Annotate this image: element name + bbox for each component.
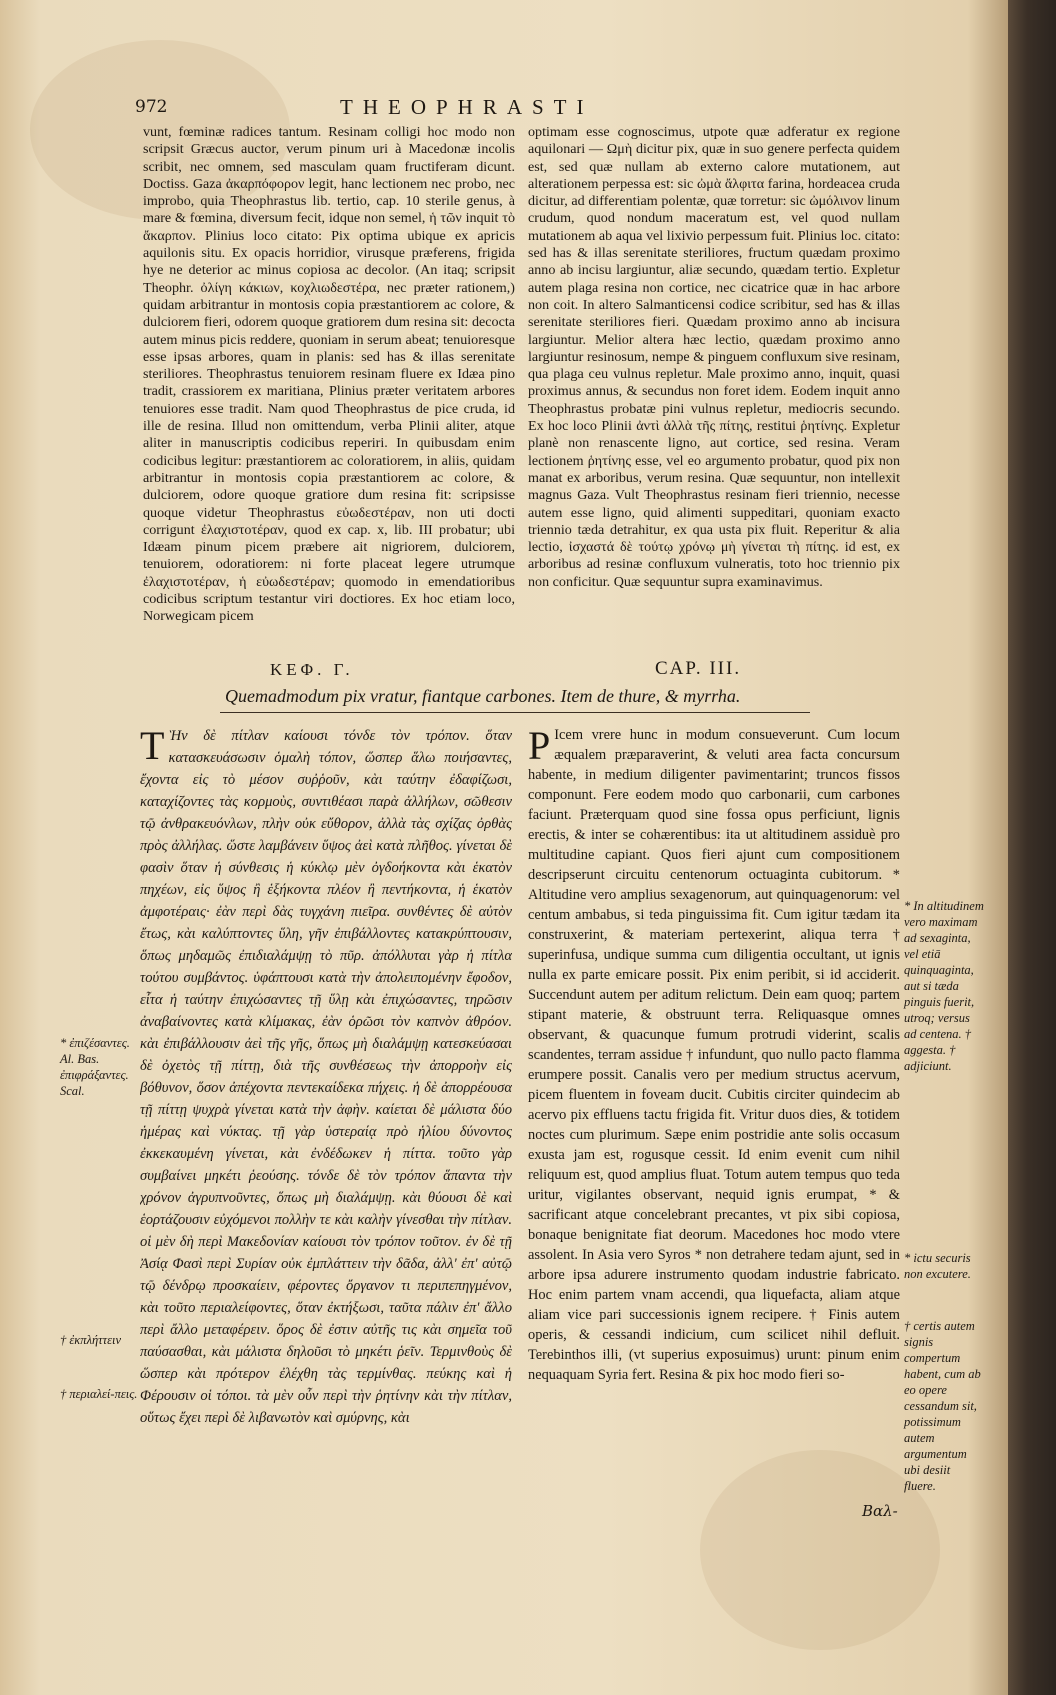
running-head: THEOPHRASTI <box>340 95 594 119</box>
margin-note-left: † περιαλεί-πεις. <box>60 1387 138 1401</box>
latin-text-column <box>528 725 900 1507</box>
page-header <box>135 95 975 125</box>
commentary-right-column: optimam esse cognoscimus, utpote quæ adferatur ex regione aquilonari — Ωμὴ dicitur pix, quæ in suo genere perfecta quidem est, sed quæ nullam ab externo calore mutationem, aut alterationem perpessa est: sic ὠμὰ ἄλφιτα farina, hordeacea cruda dicitur, ad differentiam polentæ, quæ torretur: sic ὠμόλινον linum crudum, quod nondum maceratum est, vel quod nullam mutationem ab aqua vel lixivio perpessum fuit. Plinius loc. citato: sed has & illas serenitate steriliores, fructum quædam proximo anno ab incisu largiuntur, aliæ secundo, quædam tertio. Expletur autem plaga resina non cortice, nec cicatrice quæ in hac arbore non coit. In altero Salmanticensi codice scribitur, sed has & illas serenitate steriliores fieri. Quædam proximo anno ab incisura largiuntur. Melior altera hæc lectio, quædam proximo anno largiuntur resinosum, nempe & pinguem confluxum sive resinam, qua plaga ceu vulnus repletur. Male proximo anno, inquit, quasi proximus annus, & secundus non foret idem. Eodem inquit anno Theophrastus probatæ pini vulnus repletur, mediocris secundo. Ex hoc loco Plinii ἀντὶ ἀλλὰ τῆς πίτης, restitui ῥητίνης. Expletur planè non renascente ligno, aut cortice, sed resina. Veram lectionem ῥητίνης esse, vel eo argumento probatur, quod pix non manat ex arboribus, verum resina. Quæ sequuntur, non intellexit magnus Gaza. Vult Theophrastus resinam fieri triennio, necesse autem esse ligno, quid alimenti suppeditari, quoniam exacto triennio tæda detrahitur, ex qua usta pix fluit. Reperitur & alia lectio, ἰσχαστά δὲ τούτῳ χρόνῳ μὴ γίνεται τὴ πίτης. id est, ex arboribus ad resinæ confluxum vulneratis, toto hoc triennio pix non conficitur. Quæ sequuntur supra examinavimus. <box>528 124 900 590</box>
margin-note-right: † certis autem signis compertum habent, cum ab eo opere cessandum sit, potissimum autem argumentum ubi desiit fluere. <box>904 1319 981 1493</box>
title-rule <box>220 712 810 713</box>
chapter-heading-latin: CAP. III. <box>655 658 742 679</box>
commentary-left-column: vunt, fœminæ radices tantum. Resinam colligi hoc modo non scripsit Græcus auctor, verum pinum uri à Macedonæ incolis scribit, nec omnem, sed masculam quam fructiferam dicunt. Doctiss. Gaza ἀκαρπόφορον legit, hanc lectionem nec probo, nec improbo, quia Theophrastus lib. tertio, cap. 10 sterile genus, à mare & fœmina, diversum fecit, idque non semel, ἡ τῶν inquit τὸ ἄκαρπον. Plinius loco citato: Pix optima ubique ex apricis aquilonis situ. Ex opacis horridior, virusque præferens, frigida hye ne deterior ac minus copiosa ac decolor. (An itaq; scripsit Theophr. ὀλίγη κάκιων, κοχλιωδεστέρα, nec præter rationem,) quidam arbitrantur in montosis copia præstantiorem ac colore, & dulciorem fieri, odorem quoque gratiorem dum resina sit: decocta autem minus picis reddere, quoniam in serum abeat; tenuioresque esse ipsas arbores, quam in planis: sed has & illas serenitate steriliores. Theophrastus tenuiorem resinam fluere ex Idæa pino tradit, crassiorem ex maritiana, Plinius præter veritatem arbores tenuiores esse tradit. Nam quod Theophrastus de pice cruda, id ille de resina. Illud non omittendum, verba Plinii aliter, atque aliter in manuscriptis codicibus reperiri. In quibusdam enim codicibus legitur: præstantiorem ac coloratiorem, in aliis, quidam arbitrantur in montosis copia præstantiorem ac colore, & dulciorem, odore quoque gratiore dum resina fit: scripsisse quoque videtur Theophrastus εὐωδεστέραν, non uti docti corrigunt ἐλαχιστοτέραν, quod ex cap. x, lib. III probatur; ubi Idæam pinum picem præbere ait nigriorem, dulciorem, tenuiorem, odoratiorem: ni forte placeat legere utrumque ἐλαχιστοτέραν, ἡ εὐωδεστέραν; quomodo in emendatioribus codicibus scriptum testantur viri doctiores. Ex hoc etiam loco, Norwegicam picem <box>143 124 515 625</box>
margin-note-left: * ἐπιζέσαντες. Al. Bas. ἐπιφράξαντες. Scal. <box>60 1036 130 1098</box>
margin-note-left: † ἐκπλήττειν <box>60 1333 122 1347</box>
chapter-title: Quemadmodum pix vratur, fiantque carbones. Item de thure, & myrrha. <box>225 686 741 706</box>
latin-dropcap: P <box>528 725 551 768</box>
margin-note-right: * In altitudinem vero maximam ad sexaginta, vel etiā quinquaginta, aut si tæda pinguis fuerit, utroq; versus ad centena. † aggesta. † adjiciunt. <box>904 899 984 1073</box>
greek-text-body: Ὴν δὲ πίτλαν καίουσι τόνδε τὸν τρόπον. ὅταν κατασκευάσωσιν ὁμαλὴ τόπον, ὥσπερ ἅλω ποιήσαντες, ἔχοντα εἰς τὸ μέσον συῤῥοῦν, κὰι ταύτην ἐδαφίζωσι, καταχίζοντες τὰς κορμοὺς, συντιθέασι παρὰ ἀλλήλων, σῶθεσιν τῷ ἀνθρακευόνλων, πλὴν οὐκ εὔθορον, ἀλλὰ τὰς σχίζας ὀρθὰς πρὸς ἀλλήλας. ὥστε λαμβάνειν ὕψος ἀεὶ κατὰ πλῆθος. γίνεται δὲ φασὶν ὅταν ἡ σύνθεσις ἡ κύκλῳ μὲν ὀγδοήκοντα κὰι ἑκατὸν πηχέων, εἰς ὕψος ἢ ἑξήκοντα πλέον ἢ πεντήκοντα, ἡ ἑκατὸν ἀμφοτέραις· ἐὰν περὶ δὰς τυγχάνη πιεῖρα. συνθέντες δὲ αὐτὸν ἔτως, κὰι καλύπτοντες ὕλη, γῆν ἐπιβάλλοντες κατακρύπτουσιν, ὅπως μηδαμῶς ἐπιδιαλάμψῃ τὸ πῦρ. ἀπόλλυται γὰρ ἡ πίτλα τούτου συμβάντος. ὑφάπτουσι κατὰ τὴν ἀπολειπομένην ἔφοδον, εἶτα ἡ ταύτην ἐπιχώσαντες τῇ ὕλῃ κὰι ἐπιχώσαντες, τηρῶσιν ἀναβαίνοντες κατὰ κλίμακας, ἐὰν ὁρῶσι τὸν καπνὸν ἀθρόον. κὰι ἐπιβάλλουσιν ἀεὶ τῆς γῆς, ὅπως μὴ διαλάμψῃ κατεσκεύασαι δὲ ὀχετὸς τῇ πίττῃ, διὰ τῆς συνθέσεως τὴν ἀπορροὴν εἰς βόθυνον, ὅσον ἀπέχοντα πεντεκαίδεκα πήχεις. ἡ δὲ ἀπορρέουσα τῇ πίττῃ ψυχρὰ γίνεται κατὰ τὴν ἀφὴν. καίεται δὲ μάλιστα δύο ἡμέρας καὶ νύκτας. τῇ γὰρ ὑστεραίᾳ πρὸ ἡλίου δύνοντος ἐκκεκαυμένη γίνεται, κὰι ἐνδέδωκεν ἡ πίττα. τοῦτο γὰρ συμβαίνει μηκέτι ῥεούσης. τόνδε δὲ τὸν τρόπον ἅπαντα τὴν χρόνον ἀγρυπνοῦντες, ὅπως μὴ διαλάμψῃ. κὰι θύουσι δὲ καὶ ἑορτάζουσιν εὐχόμενοι πολλὴν τε κὰι καλὴν γίνεσθαι τὴν πίτλαν. οἱ μὲν δὴ περὶ Μακεδονίαν καίουσι τὸν τρόπον τοῦτον. ἐν δὲ τῇ Ἀσίᾳ Φασὶ περὶ Συρίαν οὐκ ἐμπλάττειν τὴν δᾶδα, ἀλλ' ἐπ' αὐτῷ τῷ δένδρῳ προσκαίειν, φέροντες ὄργανον τι περιπεπηγμένον, κὰι τοῦτο περιαλείφοντες, ὅταν ἐκτήξωσι, ταῦτα πάλιν ἐπ' ἄλλο περὶ ἄλλο μεταφέρειν. ὅρος δὲ ἐστιν αὐτῆς τις κὰι σημεῖα τοῦ παύσασθαι, κὰι μάλιστα δηλοῦσι τὸ μηκέτι ῥεῖν. Τερμινθοὺς δὲ ὥσπερ κὰι πρότερον ἐλέχθη τὰς τερμίνθας. πεύκης καὶ ἡ Φέρουσιν οἱ τόποι. τὰ μὲν οὖν περὶ τὴν ῥητίνην κὰι τὴν πίτλαν, οὕτως ἔχει περὶ δὲ λιβανωτὸν καὶ σμύρνης, κὰι <box>140 728 512 1426</box>
margin-note-right: * ictu securis non excutere. <box>904 1251 971 1281</box>
catchword: Βαλ- <box>862 1502 898 1520</box>
greek-text-column <box>140 725 512 1507</box>
page-number: 972 <box>135 97 168 117</box>
chapter-heading-greek: ΚΕΦ. Γ. <box>270 660 354 679</box>
greek-dropcap: Τ <box>140 725 165 768</box>
book-binding <box>1008 0 1056 1695</box>
latin-text-body: Icem vrere hunc in modum consueverunt. Cum locum æqualem præparaverint, & veluti area facta concursum habente, in medium diligenter pavimentarint; truncos fissos componunt. Fere eodem modo quo carbonarii, cum carbones faciunt. Præterquam quod sine fossa opus perficiunt, lignis erectis, & inter se cohærentibus: ita ut altitudinem assiduè pro multitudine capiant. Quos fieri ajunt cum compositionem descripserunt circuitu centenorum octuaginta cubitorum. * Altitudine vero amplius sexagenorum, aut quinquagenorum: vel centum ambabus, si teda pinguissima fit. Cum igitur tædam ita construxerint, & materiam pertexerint, aliqua terra † superinfusa, undique summa cum diligentia occultant, ut ignis nulla ex parte emicare possit. Pix enim peribit, si id acciderit. Succendunt autem per aditum relictum. Dein eam quoq; partem stipant materie, & obstruunt terra. Reliquasque omnes observant, & quacunque fumum protrudi viderint, scalis scandentes, terram assidue † infundunt, quo nullo pacto flamma erumpere possit. Canalis vero per medium structus acervum, picem fluentem in foveam ducit. Cubitis circiter quindecim ab acervo pix effluens tactu frigida fit. Vritur duos dies, & totidem noctes cum plurimum. Sæpe enim postridie ante solis occasum exusta jam est, rogusque cessit. Id enim evenit cum nihil reliquum est, quod amplius fluat. Totum autem tempus quo teda uritur, vigilantes observant, nequid ignis erumpat, * & sacrificant atque concelebrant precantes, vt pix sibi copiosa, bonaque benignitate fiat deorum. Macedones hoc modo vtere assolent. In Asia vero Syros * non detrahere tedam ajunt, sed in arbore ipsa adurere instrumento quodam industrie fabricato. Hoc enim partem vnam accendi, qua liquefacta, aliam atque aliam vice pari successionis ignem recipere. † Finis autem operis, & cessandi indicium, cum scilicet nihil defluit. Terebinthos illi, (vt superius exposuimus) urunt: pinum enim nequaquam Syria fert. Resina & pix hoc modo fieri so- <box>528 727 900 1383</box>
